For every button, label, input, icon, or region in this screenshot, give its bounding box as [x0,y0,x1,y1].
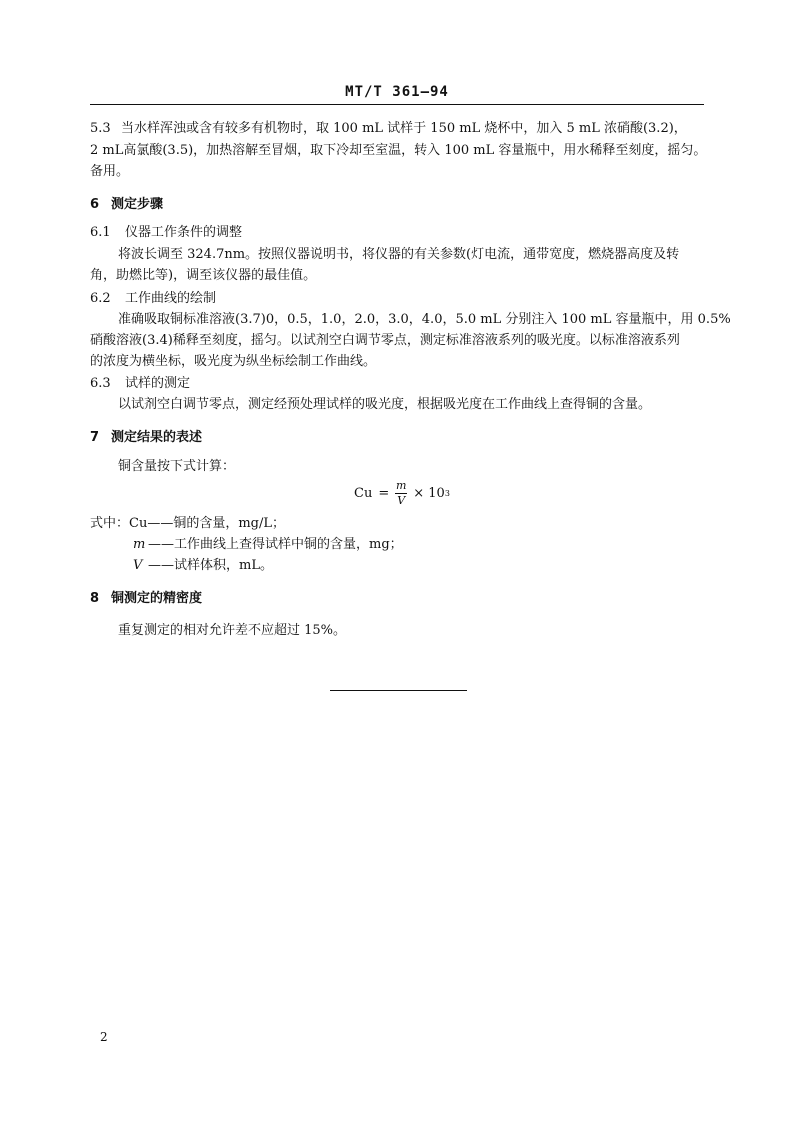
page-number: 2 [100,1030,108,1044]
section-6-3-line-1: 以试剂空白调节零点，测定经预处理试样的吸光度，根据吸光度在工作曲线上查得铜的含量。 [118,397,652,412]
formula-multiplier: × 10 [413,486,445,501]
section-6-2-number: 6.2 [90,291,111,306]
section-8-number: 8 [90,591,100,606]
header-rule [90,104,704,105]
section-5-3-number: 5.3 [90,121,111,136]
section-7-intro: 铜含量按下式计算： [118,459,236,474]
formula-lhs: Cu [354,486,373,501]
section-6-2-line-1: 准确吸取铜标准溶液(3.7)0，0.5，1.0，2.0，3.0，4.0，5.0 mL 分别注入 100 mL 容量瓶中，用 0.5% [118,312,731,327]
section-6-2-title: 工作曲线的绘制 [125,291,217,306]
section-6-2-line-2: 硝酸溶液(3.4)稀释至刻度，摇匀。以试剂空白调节零点，测定标准溶液系列的吸光度。以标准溶液系列 [90,333,680,348]
section-7-title: 测定结果的表述 [111,430,203,445]
where-clause-cu: 式中：Cu——铜的含量，mg/L； [90,516,285,531]
formula-numerator: m [396,479,407,492]
section-5-3-line-2: 2 mL高氯酸(3.5)，加热溶解至冒烟，取下冷却至室温，转入 100 mL 容量瓶中，用水稀释至刻度，摇匀。 [90,143,707,158]
section-6-1-title: 仪器工作条件的调整 [125,225,243,240]
section-8-title: 铜测定的精密度 [111,591,203,606]
where-clause-m-desc: ——工作曲线上查得试样中铜的含量，mg； [148,537,403,552]
formula-equals: = [378,486,390,501]
formula-fraction [395,480,407,507]
section-6-number: 6 [90,197,100,212]
section-8-text: 重复测定的相对允许差不应超过 15%。 [118,623,347,638]
where-clause-v-symbol: V [133,558,143,573]
where-clause-m-symbol: m [133,537,146,552]
formula-exponent: 3 [444,489,450,498]
section-7-number: 7 [90,430,100,445]
section-6-1-line-1: 将波长调至 324.7nm。按照仪器说明书，将仪器的有关参数(灯电流，通带宽度，燃烧器高度及转 [118,247,680,262]
formula-denominator: V [397,494,406,507]
section-6-3-title: 试样的测定 [125,376,191,391]
section-6-title: 测定步骤 [111,197,164,212]
section-6-2-line-3: 的浓度为横坐标，吸光度为纵坐标绘制工作曲线。 [90,354,377,369]
section-5-3-line-3: 备用。 [90,164,130,179]
end-rule [330,690,467,691]
copper-formula [354,480,450,507]
standard-code-header: MT/T 361—94 [345,84,449,100]
section-6-3-number: 6.3 [90,376,111,391]
section-6-1-number: 6.1 [90,225,111,240]
section-6-1-line-2: 角，助燃比等)，调至该仪器的最佳值。 [90,268,317,283]
section-5-3-line-1: 当水样浑浊或含有较多有机物时，取 100 mL 试样于 150 mL 烧杯中，加入 5 mL 浓硝酸(3.2)， [121,121,687,136]
where-clause-v-desc: ——试样体积，mL。 [148,558,273,573]
